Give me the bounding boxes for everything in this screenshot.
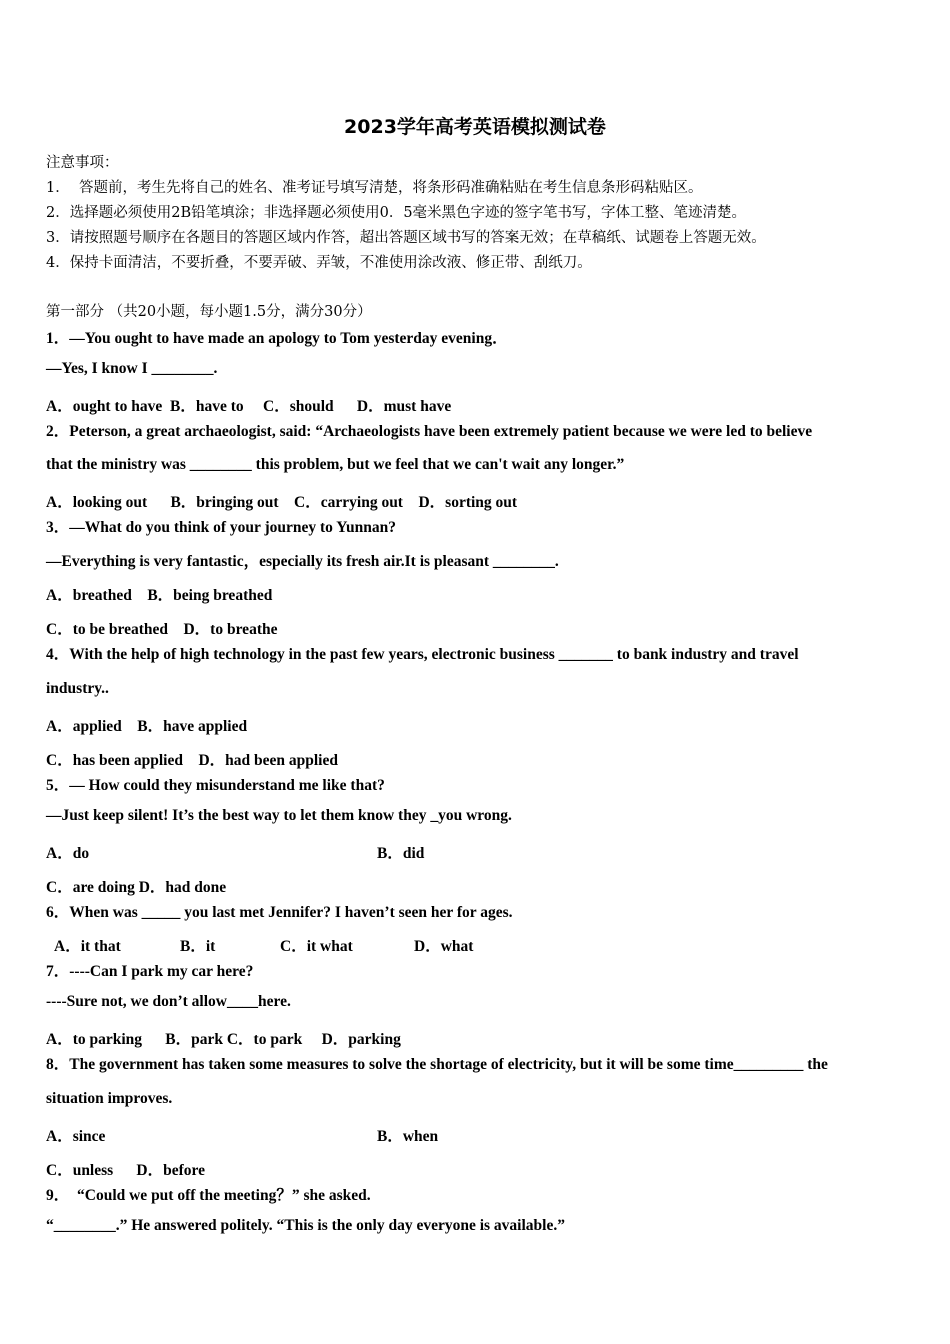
- question-8-line: 8．The government has taken some measures to solve the shortage of electricity, but it will be some time_________ the: [46, 1056, 828, 1073]
- question-5-option-a: A．do: [46, 845, 90, 862]
- question-4-options: A．applied B．have applied: [46, 718, 248, 735]
- question-6-option-b: B．it: [180, 938, 216, 955]
- question-1-options: A．ought to have B．have to C．should D．must have: [46, 398, 452, 415]
- question-7-line: 7．----Can I park my car here?: [46, 963, 254, 980]
- notice-item: 1． 答题前，考生先将自己的姓名、准考证号填写清楚，将条形码准确粘贴在考生信息条形码粘贴区。: [46, 180, 703, 196]
- question-5-options: C．are doing D．had done: [46, 879, 227, 896]
- question-3-line: —Everything is very fantastic，especially its fresh air.It is pleasant ________.: [46, 553, 559, 570]
- question-1-line: 1．—You ought to have made an apology to Tom yesterday evening．: [46, 330, 508, 347]
- question-8-option-b: B．when: [377, 1128, 439, 1145]
- section-heading: 第一部分 （共20小题，每小题1.5分，满分30分）: [46, 304, 372, 320]
- question-5-line: 5．— How could they misunderstand me like that?: [46, 777, 385, 794]
- question-5-option-b: B．did: [377, 845, 425, 862]
- question-7-line: ----Sure not, we don’t allow____here.: [46, 993, 291, 1010]
- question-2-line: 2．Peterson, a great archaeologist, said: “Archaeologists have been extremely patient because we were led to believe: [46, 423, 813, 440]
- question-9-line: 9． “Could we put off the meeting？” she asked.: [46, 1187, 371, 1204]
- question-8-line: situation improves.: [46, 1090, 173, 1107]
- notice-heading: 注意事项：: [46, 155, 119, 171]
- question-1-line: —Yes, I know I ________.: [46, 360, 218, 377]
- question-4-line: 4．With the help of high technology in the past few years, electronic business _______ to bank industry and travel: [46, 646, 799, 663]
- question-6-line: 6．When was _____ you last met Jennifer? I haven’t seen her for ages.: [46, 904, 513, 921]
- notice-item: 3．请按照题号顺序在各题目的答题区域内作答，超出答题区域书写的答案无效；在草稿纸、试题卷上答题无效。: [46, 230, 766, 246]
- question-4-options: C．has been applied D．had been applied: [46, 752, 338, 769]
- question-2-options: A．looking out B．bringing out C．carrying out D．sorting out: [46, 494, 518, 511]
- question-6-option-d: D．what: [414, 938, 474, 955]
- notice-item: 4．保持卡面清洁，不要折叠，不要弄破、弄皱，不准使用涂改液、修正带、刮纸刀。: [46, 255, 592, 271]
- question-3-options: A．breathed B．being breathed: [46, 587, 273, 604]
- notice-item: 2．选择题必须使用2B铅笔填涂；非选择题必须使用0．5毫米黑色字迹的签字笔书写，字体工整、笔迹清楚。: [46, 205, 747, 221]
- question-8-option-a: A．since: [46, 1128, 106, 1145]
- question-9-line: “________.” He answered politely. “This is the only day everyone is available.”: [46, 1217, 565, 1234]
- question-5-line: —Just keep silent! It’s the best way to let them know they _you wrong.: [46, 807, 512, 824]
- question-3-line: 3．—What do you think of your journey to Yunnan?: [46, 519, 396, 536]
- question-7-options: A．to parking B．park C．to park D．parking: [46, 1031, 401, 1048]
- page-title: 2023学年高考英语模拟测试卷: [344, 116, 606, 138]
- question-6-option-c: C．it what: [280, 938, 353, 955]
- question-3-options: C．to be breathed D．to breathe: [46, 621, 278, 638]
- question-6-option-a: A．it that: [54, 938, 121, 955]
- question-8-options: C．unless D．before: [46, 1162, 206, 1179]
- question-2-line: that the ministry was ________ this problem, but we feel that we can't wait any longer.”: [46, 456, 625, 473]
- question-4-line: industry..: [46, 680, 109, 697]
